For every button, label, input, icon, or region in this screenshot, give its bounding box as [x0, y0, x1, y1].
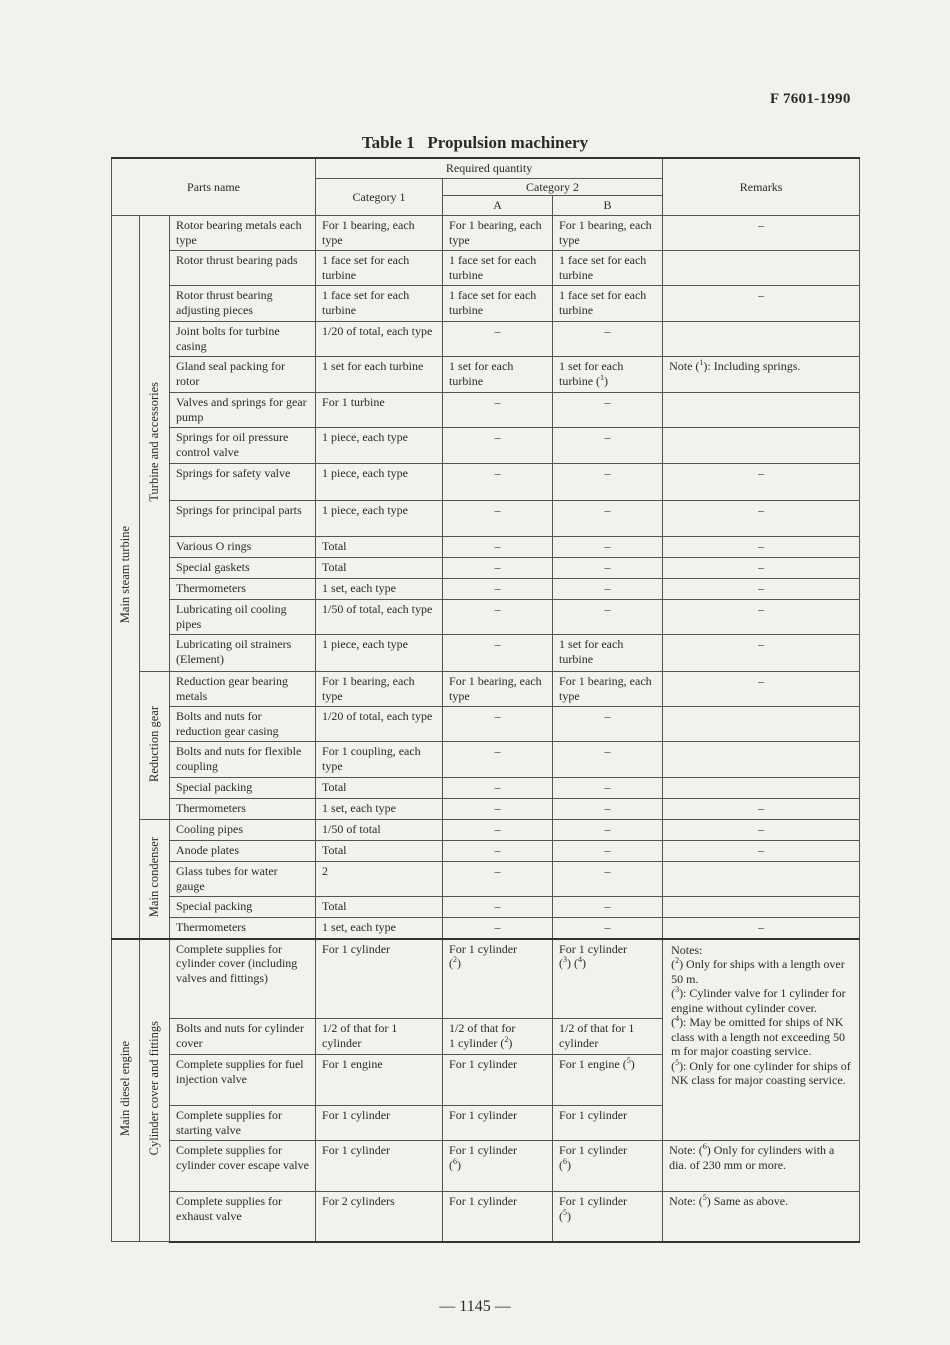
- part-name: Bolts and nuts for flexible coupling: [170, 742, 316, 778]
- category2a-value: For 1 bearing, each type: [443, 672, 553, 707]
- remarks-value: –: [663, 841, 860, 862]
- category2b-value: 1 set for each turbine: [553, 635, 663, 672]
- category2b-value: 1 face set for each turbine: [553, 286, 663, 322]
- table-title: Table 1 Propulsion machinery: [361, 133, 589, 152]
- category2b-value: –: [553, 322, 663, 357]
- group-turbine-and-accessories: Turbine and accessories: [140, 216, 170, 672]
- category2a-value: For 1 cylinder ($^6$): [443, 1141, 553, 1192]
- category1-value: 1 set, each type: [316, 579, 443, 600]
- table-row: [112, 501, 860, 537]
- category2a-value: –: [443, 428, 553, 464]
- category2b-value: –: [553, 841, 663, 862]
- table-row: [112, 579, 860, 600]
- part-name: Lubricating oil strainers (Element): [170, 635, 316, 672]
- category1-value: 1 piece, each type: [316, 635, 443, 672]
- category2a-value: –: [443, 918, 553, 939]
- table-row: [112, 799, 860, 820]
- part-name: Thermometers: [170, 918, 316, 939]
- remarks-value: –: [663, 799, 860, 820]
- category2b-value: –: [553, 862, 663, 897]
- part-name: Cooling pipes: [170, 820, 316, 841]
- category2a-value: –: [443, 820, 553, 841]
- remarks-value: –: [663, 501, 860, 537]
- category1-value: For 1 bearing, each type: [316, 216, 443, 251]
- table-row: [112, 464, 860, 501]
- category2a-value: 1 set for each turbine: [443, 357, 553, 393]
- part-name: Springs for oil pressure control valve: [170, 428, 316, 464]
- part-name: Various O rings: [170, 537, 316, 558]
- part-name: Thermometers: [170, 579, 316, 600]
- category2b-value: For 1 cylinder ($^3$) ($^4$): [553, 939, 663, 1019]
- table-row: [112, 778, 860, 799]
- category1-value: 1 face set for each turbine: [316, 286, 443, 322]
- category2a-value: 1 face set for each turbine: [443, 286, 553, 322]
- category2b-value: –: [553, 707, 663, 742]
- table-row: [112, 286, 860, 322]
- category1-value: For 1 cylinder: [316, 1141, 443, 1192]
- category2b-value: For 1 bearing, each type: [553, 672, 663, 707]
- category2a-value: –: [443, 841, 553, 862]
- category1-value: For 1 bearing, each type: [316, 672, 443, 707]
- part-name: Bolts and nuts for reduction gear casing: [170, 707, 316, 742]
- table-row: [112, 841, 860, 862]
- table-row: [112, 322, 860, 357]
- table-row: [112, 672, 860, 707]
- part-name: Reduction gear bearing metals: [170, 672, 316, 707]
- category2a-value: –: [443, 799, 553, 820]
- category2a-value: –: [443, 707, 553, 742]
- part-name: Gland seal packing for rotor: [170, 357, 316, 393]
- category2b-value: –: [553, 600, 663, 635]
- table-row: [112, 1192, 860, 1242]
- category1-value: For 1 cylinder: [316, 1106, 443, 1141]
- category2b-value: –: [553, 742, 663, 778]
- category2b-value: 1 face set for each turbine: [553, 251, 663, 286]
- header-category-2: Category 2: [443, 178, 663, 196]
- category2b-value: –: [553, 393, 663, 428]
- category2a-value: 1/2 of that for 1 cylinder ($^2$): [443, 1019, 553, 1055]
- table-row: [112, 251, 860, 286]
- part-name: Glass tubes for water gauge: [170, 862, 316, 897]
- category1-value: 2: [316, 862, 443, 897]
- remarks-value: [663, 707, 860, 742]
- part-name: Special packing: [170, 778, 316, 799]
- category2b-value: –: [553, 464, 663, 501]
- category1-value: 1 piece, each type: [316, 428, 443, 464]
- remarks-value: [663, 742, 860, 778]
- document-id: F 7601-1990: [770, 91, 851, 107]
- table-row: [112, 939, 860, 1019]
- category2b-value: –: [553, 778, 663, 799]
- remarks-value: –: [663, 635, 860, 672]
- category1-value: For 1 coupling, each type: [316, 742, 443, 778]
- category2b-value: –: [553, 428, 663, 464]
- category2a-value: –: [443, 742, 553, 778]
- propulsion-machinery-table: [111, 157, 860, 1243]
- category2b-value: For 1 cylinder ($^5$): [553, 1192, 663, 1242]
- table-row: [112, 635, 860, 672]
- category2a-value: –: [443, 897, 553, 918]
- group-main-steam-turbine: Main steam turbine: [112, 216, 140, 939]
- category2a-value: –: [443, 322, 553, 357]
- category2a-value: For 1 cylinder: [443, 1106, 553, 1141]
- part-name: Joint bolts for turbine casing: [170, 322, 316, 357]
- category2a-value: 1 face set for each turbine: [443, 251, 553, 286]
- category2b-value: –: [553, 501, 663, 537]
- category2a-value: For 1 cylinder: [443, 1055, 553, 1106]
- part-name: Complete supplies for starting valve: [170, 1106, 316, 1141]
- category2a-value: –: [443, 501, 553, 537]
- category1-value: Total: [316, 558, 443, 579]
- remarks-value: –: [663, 600, 860, 635]
- part-name: Rotor thrust bearing adjusting pieces: [170, 286, 316, 322]
- category2a-value: –: [443, 635, 553, 672]
- remarks-value: Note: ($^6$) Only for cylinders with a dia. of 230 mm or more.: [663, 1141, 860, 1192]
- category1-value: 1 set, each type: [316, 799, 443, 820]
- category1-value: 1/20 of total, each type: [316, 707, 443, 742]
- remarks-value: [663, 778, 860, 799]
- part-name: Rotor bearing metals each type: [170, 216, 316, 251]
- table-row: [112, 357, 860, 393]
- remarks-value: Note: ($^5$) Same as above.: [663, 1192, 860, 1242]
- category1-value: Total: [316, 537, 443, 558]
- table-row: [112, 918, 860, 939]
- category2a-value: For 1 cylinder: [443, 1192, 553, 1242]
- remarks-value: –: [663, 558, 860, 579]
- remarks-value: –: [663, 216, 860, 251]
- category2a-value: –: [443, 600, 553, 635]
- part-name: Springs for safety valve: [170, 464, 316, 501]
- category2a-value: –: [443, 393, 553, 428]
- remarks-value: [663, 862, 860, 897]
- group-reduction-gear: Reduction gear: [140, 672, 170, 820]
- remarks-value: –: [663, 918, 860, 939]
- category2b-value: –: [553, 820, 663, 841]
- remarks-value: –: [663, 464, 860, 501]
- category2b-value: –: [553, 558, 663, 579]
- table-row: [112, 707, 860, 742]
- category2a-value: For 1 cylinder ($^2$): [443, 939, 553, 1019]
- category1-value: Total: [316, 841, 443, 862]
- table-row: [112, 820, 860, 841]
- category1-value: 1 set for each turbine: [316, 357, 443, 393]
- diesel-notes: Notes: ($^2$) Only for ships with a length over 50 m. ($^3$): Cylinder valve for 1 cylinder for engine without cylinder cover. ($^4$): May be omitted for ships of NK class with a length not exceeding 50 m for major coasting service. ($^5$): Only for one cylinder for ships of NK class for major coasting service.: [663, 939, 860, 1141]
- category1-value: 1 face set for each turbine: [316, 251, 443, 286]
- category1-value: 1 set, each type: [316, 918, 443, 939]
- table-row: [112, 428, 860, 464]
- remarks-value: [663, 251, 860, 286]
- table-row: [112, 393, 860, 428]
- category2b-value: –: [553, 537, 663, 558]
- part-name: Complete supplies for exhaust valve: [170, 1192, 316, 1242]
- category1-value: For 1 turbine: [316, 393, 443, 428]
- category2b-value: –: [553, 918, 663, 939]
- category1-value: For 1 engine: [316, 1055, 443, 1106]
- part-name: Lubricating oil cooling pipes: [170, 600, 316, 635]
- header-col-a: A: [443, 196, 553, 216]
- remarks-value: Note ($^1$): Including springs.: [663, 357, 860, 393]
- category2b-value: For 1 cylinder: [553, 1106, 663, 1141]
- category2b-value: For 1 cylinder ($^6$): [553, 1141, 663, 1192]
- part-name: Anode plates: [170, 841, 316, 862]
- remarks-value: –: [663, 672, 860, 707]
- table-row: [112, 1141, 860, 1192]
- category2b-value: 1 set for each turbine ($^1$): [553, 357, 663, 393]
- table-row: [112, 216, 860, 251]
- part-name: Thermometers: [170, 799, 316, 820]
- group-main-diesel-engine: Main diesel engine: [112, 939, 140, 1242]
- header-parts-name: Parts name: [112, 158, 316, 216]
- category1-value: 1/50 of total: [316, 820, 443, 841]
- category2b-value: For 1 bearing, each type: [553, 216, 663, 251]
- header-category-1: Category 1: [316, 178, 443, 216]
- part-name: Special gaskets: [170, 558, 316, 579]
- category1-value: For 1 cylinder: [316, 939, 443, 1019]
- remarks-value: [663, 322, 860, 357]
- category2a-value: –: [443, 579, 553, 600]
- category1-value: Total: [316, 778, 443, 799]
- category2a-value: For 1 bearing, each type: [443, 216, 553, 251]
- category1-value: 1/2 of that for 1 cylinder: [316, 1019, 443, 1055]
- category2a-value: –: [443, 464, 553, 501]
- category2b-value: For 1 engine ($^5$): [553, 1055, 663, 1106]
- part-name: Complete supplies for cylinder cover escape valve: [170, 1141, 316, 1192]
- remarks-value: [663, 897, 860, 918]
- category2a-value: –: [443, 862, 553, 897]
- table-row: [112, 558, 860, 579]
- category1-value: 1/20 of total, each type: [316, 322, 443, 357]
- table-row: [112, 862, 860, 897]
- part-name: Bolts and nuts for cylinder cover: [170, 1019, 316, 1055]
- table-row: [112, 537, 860, 558]
- category1-value: 1 piece, each type: [316, 501, 443, 537]
- header-required-quantity: Required quantity: [316, 158, 663, 178]
- category2a-value: –: [443, 537, 553, 558]
- table-row: [112, 742, 860, 778]
- remarks-value: –: [663, 579, 860, 600]
- page-number: — 1145 —: [439, 1298, 511, 1315]
- category2b-value: –: [553, 897, 663, 918]
- category1-value: 1/50 of total, each type: [316, 600, 443, 635]
- part-name: Valves and springs for gear pump: [170, 393, 316, 428]
- remarks-value: –: [663, 286, 860, 322]
- remarks-value: –: [663, 537, 860, 558]
- group-cylinder-cover-and-fittings: Cylinder cover and fittings: [140, 939, 170, 1242]
- part-name: Complete supplies for fuel injection valve: [170, 1055, 316, 1106]
- category2b-value: –: [553, 579, 663, 600]
- part-name: Rotor thrust bearing pads: [170, 251, 316, 286]
- category2a-value: –: [443, 558, 553, 579]
- category1-value: For 2 cylinders: [316, 1192, 443, 1242]
- header-col-b: B: [553, 196, 663, 216]
- part-name: Springs for principal parts: [170, 501, 316, 537]
- remarks-value: –: [663, 820, 860, 841]
- category1-value: Total: [316, 897, 443, 918]
- remarks-value: [663, 393, 860, 428]
- category2b-value: –: [553, 799, 663, 820]
- part-name: Special packing: [170, 897, 316, 918]
- table-row: [112, 600, 860, 635]
- category1-value: 1 piece, each type: [316, 464, 443, 501]
- header-remarks: Remarks: [663, 158, 860, 216]
- category2a-value: –: [443, 778, 553, 799]
- remarks-value: [663, 428, 860, 464]
- category2b-value: 1/2 of that for 1 cylinder: [553, 1019, 663, 1055]
- group-main-condenser: Main condenser: [140, 820, 170, 939]
- table-row: [112, 897, 860, 918]
- part-name: Complete supplies for cylinder cover (including valves and fittings): [170, 939, 316, 1019]
